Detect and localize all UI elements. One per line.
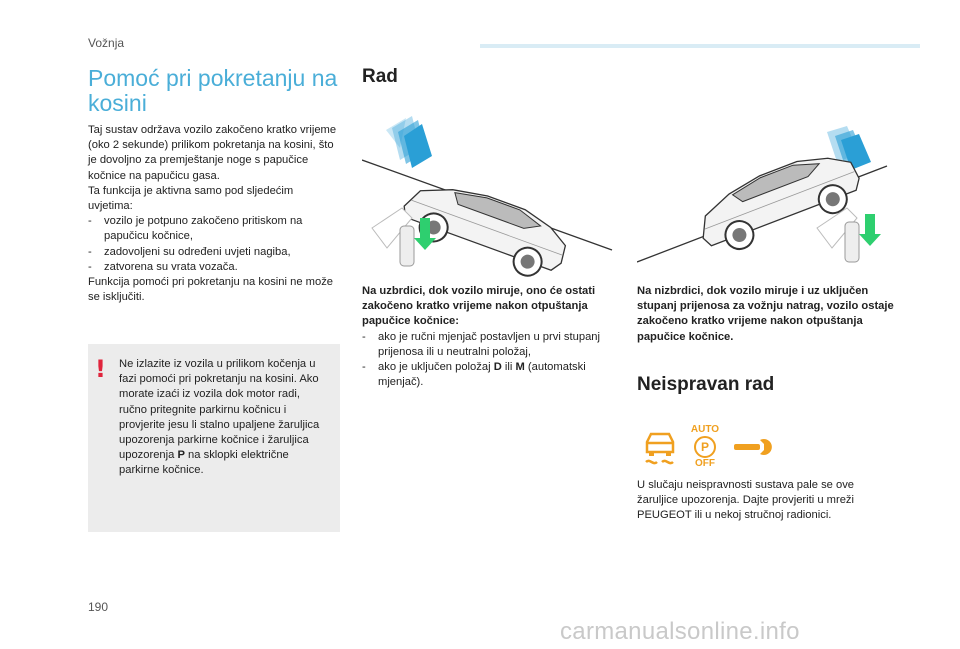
watermark: carmanualsonline.info — [560, 618, 800, 645]
esc-warning-icon — [641, 428, 679, 468]
rad-heading: Rad — [362, 66, 398, 87]
wrench-icon — [732, 436, 772, 458]
warning-text: Ne izlazite iz vozila u prilikom kočenja u fazi pomoći pri pokretanju na kosini. Ako morate izaći iz vozila dok motor radi, ručno pritegnite parkirnu kočnicu i provjerite jesu li stalno upaljene žaruljica upozorenja parkirne kočnice i žaruljica upozorenja P na sklopki električne parkirne kočnice. — [119, 358, 320, 477]
auto-label: AUTO — [690, 424, 720, 435]
intro-condition-lead: Ta funkcija je aktivna samo pod sljedećim uvjetima: — [88, 184, 294, 213]
fault-heading: Neispravan rad — [637, 374, 775, 395]
condition-item: - zadovoljeni su određeni uvjeti nagiba, — [88, 245, 291, 258]
header-bar — [480, 44, 920, 48]
warning-icon: ! — [95, 355, 106, 383]
pedal-icon — [817, 208, 881, 262]
page-title: Pomoć pri pokretanju na kosini — [88, 65, 338, 116]
fault-text: U slučaju neispravnosti sustava pale se ove žaruljice upozorenja. Dajte provjeriti u mreži PEUGEOT ili u nekoj stručnoj radionici. — [637, 479, 855, 522]
p-label: P — [700, 440, 709, 454]
auto-p-off-icon — [688, 424, 722, 470]
car-icon — [690, 143, 868, 261]
off-label: OFF — [695, 458, 715, 469]
uphill-illustration — [362, 108, 620, 278]
intro-outro: Funkcija pomoći pri pokretanju na kosini ne može se isključiti. — [88, 276, 334, 304]
arrow-icon — [386, 116, 432, 168]
condition-item: - vozilo je potpuno zakočeno pritiskom na papučicu kočnice, — [88, 215, 303, 243]
uphill-caption: Na uzbrdici, dok vozilo miruje, ono će ostati zakočeno kratko vrijeme nakon otpuštanja papučice kočnice: - ako je ručni mjenjač postavljen u prvi stupanj prijenosa ili u neutralni položaj, - ako je uključen položaj D ili M (automatski mjenjač). — [362, 285, 601, 389]
section-label: Vožnja — [88, 36, 125, 50]
downhill-caption: Na nizbrdici, dok vozilo miruje i uz uključen stupanj prijenosa za vožnju natrag, vozilo ostaje zakočeno kratko vrijeme nakon otpuštanja papučice kočnice. — [637, 285, 894, 343]
intro-text — [88, 123, 338, 305]
page-number: 190 — [88, 600, 109, 614]
condition-item: - zatvorena su vrata vozača. — [88, 260, 238, 273]
downhill-illustration — [637, 124, 897, 274]
intro-paragraph: Taj sustav održava vozilo zakočeno kratko vrijeme (oko 2 sekunde) prilikom pokretanja na kosini, što je dovoljno za premještanje noge s papučice kočnice na papučicu gasa. — [88, 124, 337, 182]
